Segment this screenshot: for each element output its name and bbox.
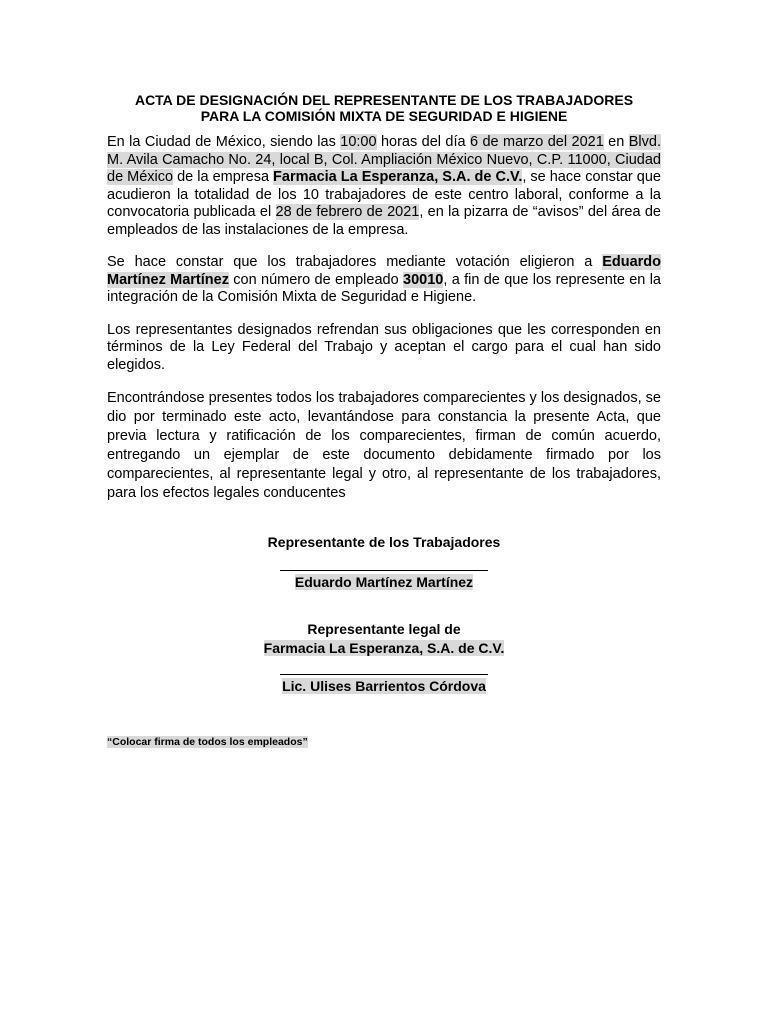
p1-address: Blvd. M. Avila Camacho No. 24, local B, Col. Ampliación México Nuevo, C.P. 11000, Ciudad de México: [107, 134, 661, 185]
signature-note: “Colocar firma de todos los empleados”: [107, 736, 308, 748]
p1-convocation-date: 28 de febrero de 2021: [275, 204, 420, 220]
workers-representative-name-wrap: [107, 573, 661, 592]
p1-text-1: En la Ciudad de México, siendo las: [107, 134, 341, 150]
legal-signature-line: [280, 674, 488, 675]
p1-date: 6 de marzo del 2021: [470, 134, 604, 150]
legal-representative-name-wrap: [107, 677, 661, 696]
p1-text-5: , se hace constar que acudieron la totalidad de los 10 trabajadores de este centro laboral, conforme a la convocatoria publicada el: [107, 169, 661, 220]
p1-time: 10:00: [340, 134, 377, 150]
p1-company: Farmacia La Esperanza, S.A. de C.V.: [273, 169, 523, 185]
document-page: [107, 92, 661, 752]
paragraph-3: Los representantes designados refrendan sus obligaciones que les corresponden en términos de la Ley Federal del Trabajo y aceptan el cargo para el cual han sido elegidos.: [107, 321, 661, 373]
p1-text-3: en: [603, 134, 629, 150]
p2-employee-number: 30010: [403, 271, 444, 288]
p2-text-3: , a fin de que los represente en la integración de la Comisión Mixta de Seguridad e Higiene.: [107, 271, 661, 305]
p2-representative-name: Eduardo Martínez Martínez: [107, 254, 661, 288]
paragraph-4: Encontrándose presentes todos los trabajadores comparecientes y los designados, se dio por terminado este acto, levantándose para constancia la presente Acta, que previa lectura y ratificación de los comparecientes, firman de común acuerdo, entregando un ejemplar de este documento debidamente firmado por los comparecientes, al representante legal y otro, al representante de los trabajadores, para los efectos legales conducentes: [107, 390, 661, 501]
paragraph-1: [107, 134, 661, 239]
title-line-1: ACTA DE DESIGNACIÓN DEL REPRESENTANTE DE LOS TRABAJADORES: [134, 92, 634, 108]
paragraph-2: [107, 254, 661, 307]
signature-note-wrap: [107, 734, 661, 752]
p1-text-4: de la empresa: [173, 169, 274, 185]
legal-company-wrap: [107, 639, 661, 658]
workers-signature-line: [280, 570, 488, 571]
p2-text-2: con número de empleado: [228, 271, 403, 288]
p1-text-2: horas del día: [376, 134, 470, 150]
workers-representative-heading: Representante de los Trabajadores: [267, 534, 501, 550]
legal-representative-heading: Representante legal de: [307, 621, 461, 637]
legal-company: Farmacia La Esperanza, S.A. de C.V.: [263, 640, 505, 656]
p1-text-6: , en la pizarra de “avisos” del área de empleados de las instalaciones de la empresa.: [107, 204, 661, 238]
workers-representative-name: Eduardo Martínez Martínez: [294, 574, 474, 590]
p2-text-1: Se hace constar que los trabajadores mediante votación eligieron a: [107, 254, 603, 270]
title-line-2: PARA LA COMISIÓN MIXTA DE SEGURIDAD E HIGIENE: [200, 108, 568, 124]
document-title: [107, 92, 661, 124]
legal-representative-name: Lic. Ulises Barrientos Córdova: [282, 678, 486, 694]
